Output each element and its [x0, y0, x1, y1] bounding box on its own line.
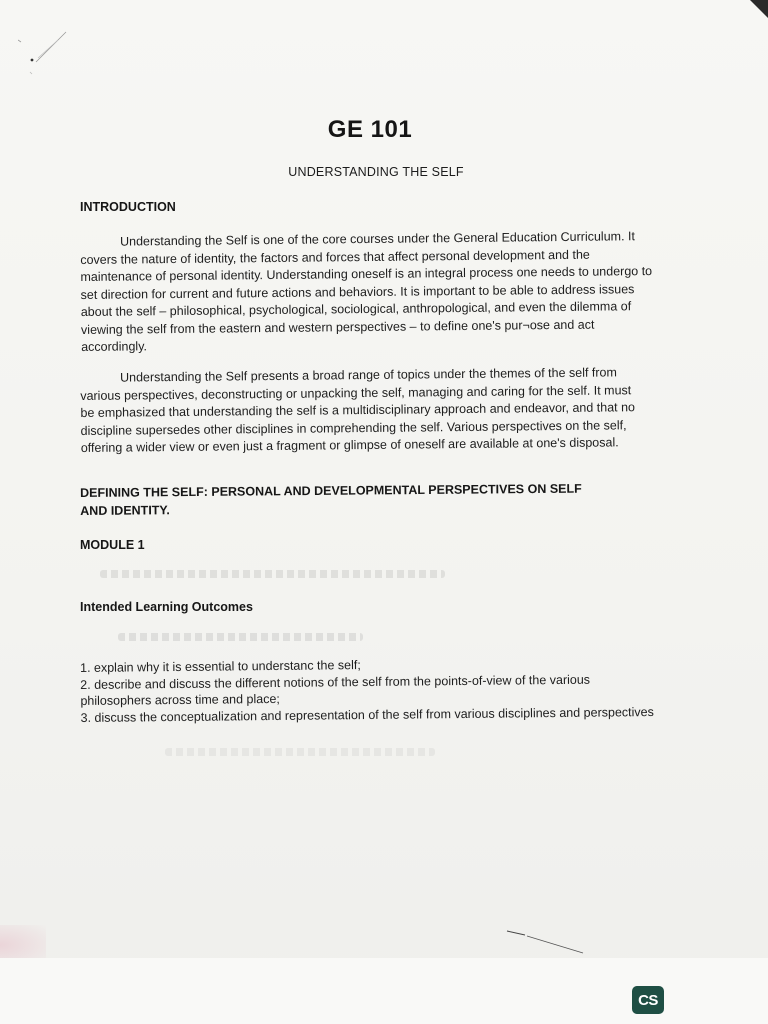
intro-paragraph-1 — [80, 228, 657, 357]
faded-scan-line — [165, 748, 435, 756]
pen-stroke-mark — [505, 925, 595, 955]
page-subtitle: UNDERSTANDING THE SELF — [288, 165, 464, 179]
intro-paragraph-2 — [80, 364, 643, 457]
learning-outcomes-list — [80, 654, 661, 727]
camscanner-logo: CS — [632, 986, 664, 1014]
intro-paragraph-1-text: Understanding the Self is one of the core courses under the General Education Curriculum. It covers the nature of identity, the factors and forces that affect personal development and the maintenance of personal identity. Understanding oneself is an integral process one needs to undergo to set direction for current and future actions and behaviors. It is important to be able to address issues about the self – philosophical, psychological, sociological, anthropological, and even the dilemma of viewing the self from the eastern and western perspectives – to define one's pur¬ose and act accordingly. — [80, 229, 653, 354]
list-item: 2. describe and discuss the different notions of the self from the points-of-view of the various philosophers across time and place; — [80, 672, 591, 708]
module-label: MODULE 1 — [80, 538, 145, 552]
section-heading-line-2: AND IDENTITY. — [80, 503, 170, 518]
faded-scan-line — [118, 633, 363, 641]
section-heading — [80, 479, 680, 520]
list-item: 3. discuss the conceptualization and representation of the self from various disciplines and perspectives — [80, 704, 654, 725]
section-heading-line-1: DEFINING THE SELF: PERSONAL AND DEVELOPMENTAL PERSPECTIVES ON SELF — [80, 481, 582, 500]
learning-outcomes-heading: Intended Learning Outcomes — [80, 600, 253, 614]
intro-paragraph-2-text: Understanding the Self presents a broad range of topics under the themes of the self from various perspectives, deconstructing or unpacking the self, managing and caring for the self. It must be emphasized that understanding the self is a multidisciplinary approach and endeavor, and that no discipline supersedes other disciplines in comprehending the self. Various perspectives on the self, offering a wider view or even just a fragment or glimpse of oneself are available at one's disposal. — [80, 365, 636, 455]
introduction-heading: INTRODUCTION — [80, 200, 176, 214]
faded-scan-line — [100, 570, 445, 578]
page-title: GE 101 — [327, 116, 413, 143]
pencil-scuff-marks — [18, 22, 78, 82]
list-item: 1. explain why it is essential to understanc the self; — [80, 658, 361, 675]
page-corner-fold — [750, 0, 768, 18]
